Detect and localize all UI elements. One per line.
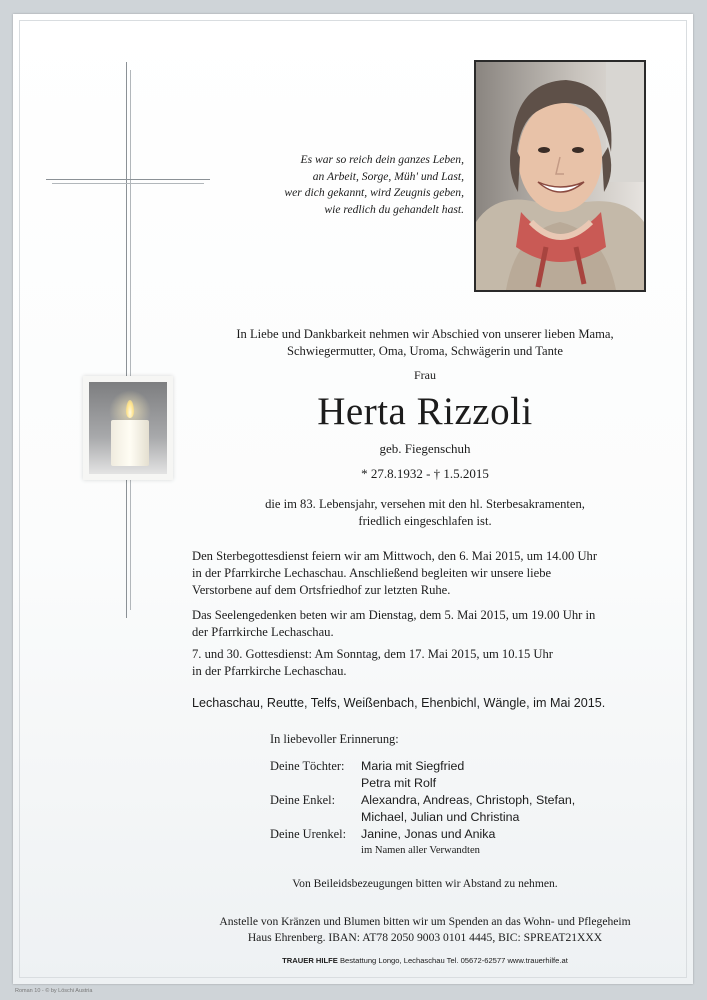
funeral-paragraph <box>192 548 647 600</box>
grandchildren-label: Deine Enkel: <box>270 793 336 807</box>
daughters-line: Petra mit Rolf <box>361 776 437 790</box>
places-lead: Lechaschau <box>192 696 260 710</box>
passing-line: die im 83. Lebensjahr, versehen mit den hl. Sterbesakramenten, <box>265 497 585 511</box>
relatives-note: im Namen aller Verwandten <box>361 845 480 856</box>
daughters-line: Maria mit Siegfried <box>361 759 465 773</box>
grandchildren-line: Michael, Julian und Christina <box>361 810 520 824</box>
portrait-photo <box>474 60 646 292</box>
rosary-line: Das Seelengedenken beten wir am Dienstag, dem 5. Mai 2015, um 19.00 Uhr in <box>192 608 596 622</box>
portrait-image <box>476 62 644 290</box>
rosary-line: der Pfarrkirche Lechaschau. <box>192 625 334 640</box>
donation-line: Haus Ehrenberg. IBAN: AT78 2050 9003 0101 4445, BIC: SPREAT21XXX <box>247 931 603 944</box>
mass-line: 7. und 30. Gottesdienst: Am Sonntag, dem 17. Mai 2015, um 10.15 Uhr <box>192 647 554 661</box>
grandchildren-line: Alexandra, Andreas, Christoph, Stefan, <box>361 793 576 807</box>
undertaker-footer <box>180 956 670 965</box>
funeral-line: Verstorbene auf dem Ortsfriedhof zur letzten Ruhe. <box>192 583 451 598</box>
places-rest: , Reutte, Telfs, Weißenbach, Ehenbichl, Wängle, im Mai 2015. <box>259 696 606 710</box>
verse <box>228 152 464 218</box>
candle-icon <box>83 376 173 480</box>
condolence-note: Von Beileidsbezeugungen bitten wir Abstand zu nehmen. <box>292 877 558 890</box>
verse-line: wie redlich du gehandelt hast. <box>324 202 464 216</box>
passing-line: friedlich eingeschlafen ist. <box>358 514 492 528</box>
intro-text <box>180 326 670 360</box>
great-grandchildren-line: Janine, Jonas und Anika <box>361 827 496 841</box>
cross-horizontal-line <box>46 179 210 180</box>
candle-image <box>89 382 167 474</box>
candle-flame <box>126 400 134 418</box>
places-line <box>192 696 605 710</box>
passing-text <box>180 496 670 530</box>
salutation: Frau <box>414 368 436 382</box>
undertaker-brand: TRAUER HILFE <box>282 956 338 965</box>
donation-line: Anstelle von Kränzen und Blumen bitten wir um Spenden an das Wohn- und Pflegeheim <box>219 915 631 928</box>
verse-line: an Arbeit, Sorge, Müh' und Last, <box>312 169 464 183</box>
imprint: Roman 10 - © by Löschi Austria <box>15 988 93 994</box>
intro-line: Schwiegermutter, Oma, Uroma, Schwägerin und Tante <box>286 344 564 358</box>
daughters-label: Deine Töchter: <box>270 759 345 773</box>
life-dates: * 27.8.1932 - † 1.5.2015 <box>361 466 489 481</box>
great-grandchildren-label: Deine Urenkel: <box>270 827 347 841</box>
cross-vertical-line <box>126 62 127 618</box>
intro-line: In Liebe und Dankbarkeit nehmen wir Abschied von unserer lieben Mama, <box>236 327 614 341</box>
mass-line: in der Pfarrkirche Lechaschau. <box>192 664 347 679</box>
funeral-line: Den Sterbegottesdienst feiern wir am Mittwoch, den 6. Mai 2015, um 14.00 Uhr <box>192 549 598 563</box>
deceased-name: Herta Rizzoli <box>317 390 533 433</box>
cross-vertical-line-2 <box>130 70 131 610</box>
funeral-line: in der Pfarrkirche Lechaschau. Anschließend begleiten wir unsere liebe <box>192 566 552 581</box>
verse-line: wer dich gekannt, wird Zeugnis geben, <box>284 186 464 199</box>
undertaker-contact: Bestattung Longo, Lechaschau Tel. 05672-62577 www.trauerhilfe.at <box>337 956 568 965</box>
rosary-paragraph <box>192 607 647 641</box>
mass-paragraph <box>192 646 647 680</box>
donation-note <box>180 914 670 946</box>
memory-heading: In liebevoller Erinnerung: <box>270 732 399 746</box>
verse-line: Es war so reich dein ganzes Leben, <box>300 153 464 166</box>
candle-body <box>111 420 149 466</box>
cross-horizontal-line-2 <box>52 183 204 184</box>
maiden-name: geb. Fiegenschuh <box>379 441 471 456</box>
